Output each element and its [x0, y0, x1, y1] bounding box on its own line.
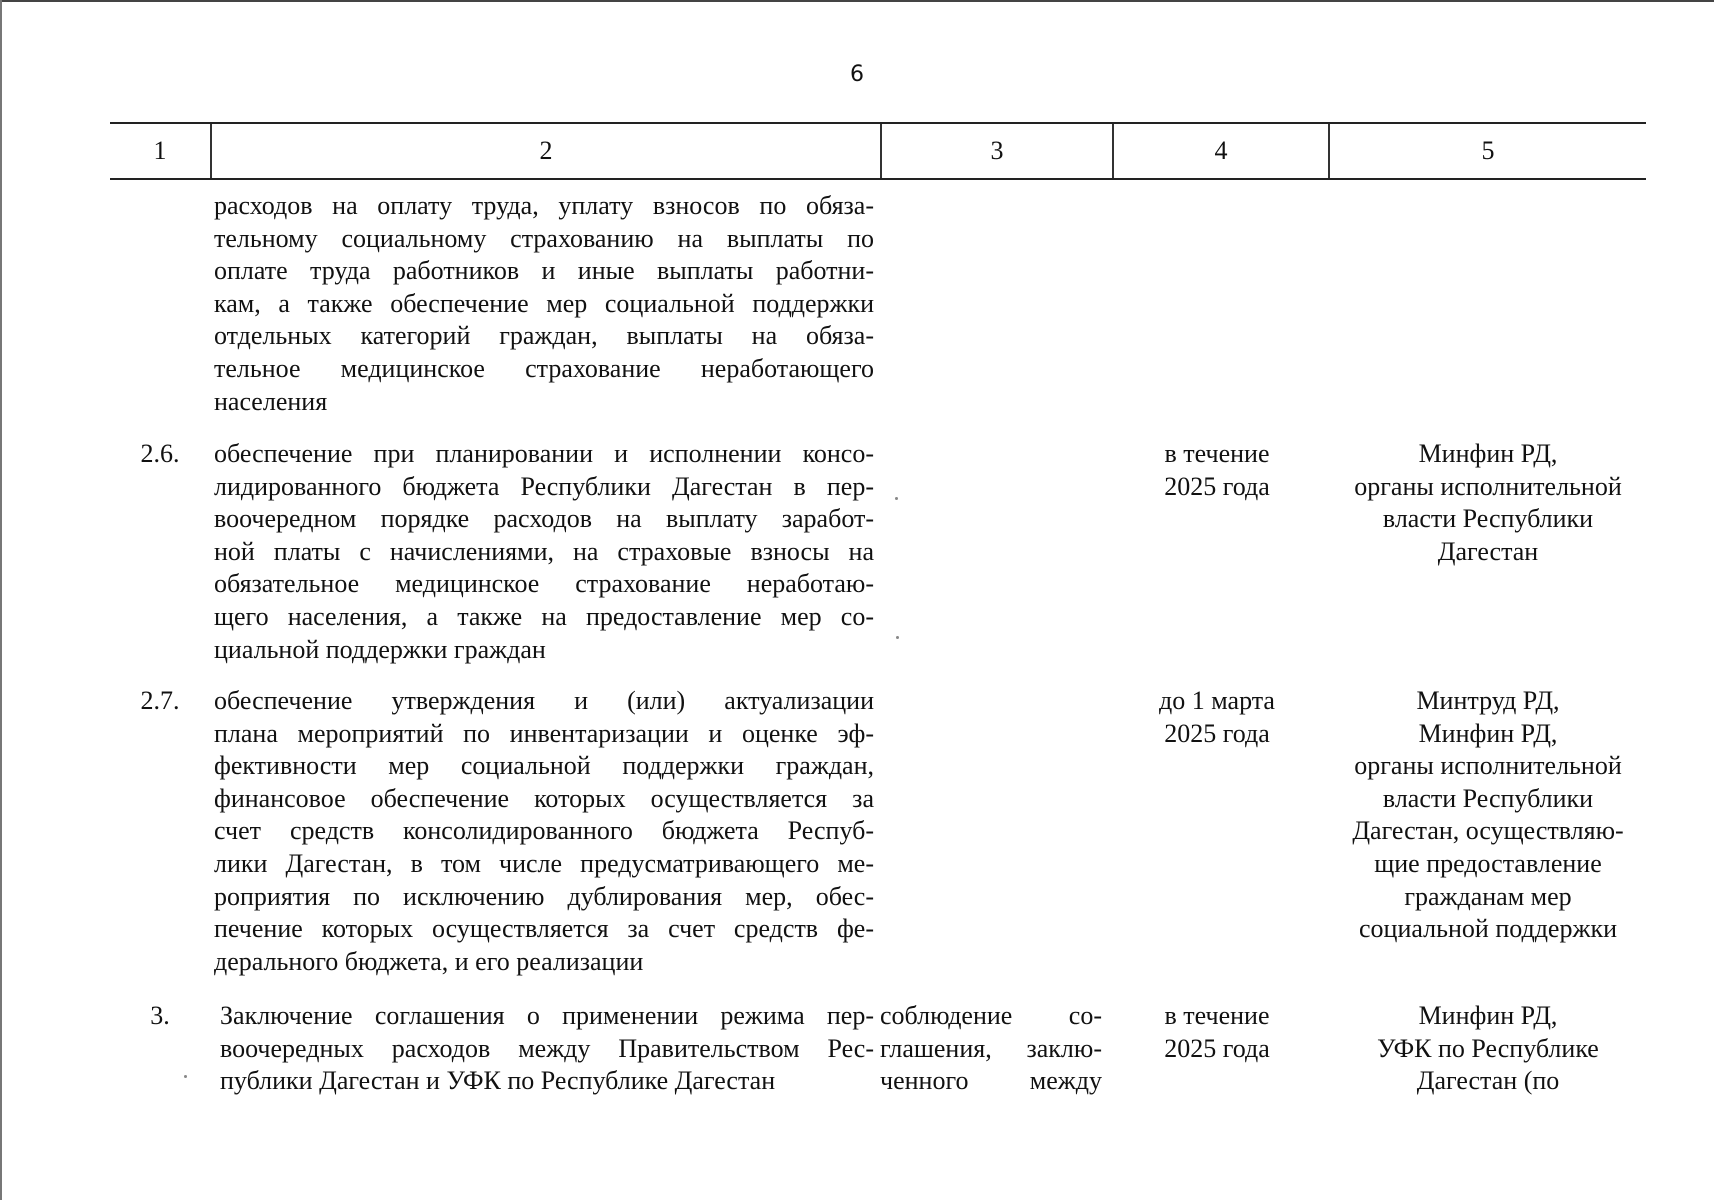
result-line: соблюдение со- — [880, 1001, 1102, 1030]
text-line: расходов на оплату труда, уплату взносов по обяза- — [214, 191, 874, 220]
item-deadline — [1112, 1000, 1322, 1065]
item-result — [880, 1000, 1102, 1098]
text-line: тельному социальному страхованию на выплаты по — [214, 223, 874, 253]
scan-speck — [896, 636, 899, 639]
scan-speck — [895, 497, 898, 500]
responsible-line: власти Республики — [1382, 504, 1594, 534]
text-line: лидированного бюджета Республики Дагестан в пер- — [214, 471, 874, 501]
header-col-2: 2 — [210, 124, 880, 178]
header-col-3: 3 — [880, 124, 1112, 178]
text-line: обязательное медицинское страхование неработаю- — [214, 569, 874, 599]
text-line: финансовое обеспечение которых осуществляется за — [214, 783, 874, 813]
responsible-line: Минфин РД, — [1418, 439, 1558, 468]
responsible-line: щие предоставление — [1374, 848, 1602, 878]
responsible-line: Дагестан, осуществляю- — [1352, 816, 1624, 846]
text-line: воочередном порядке расходов на выплату заработ- — [214, 504, 874, 534]
scan-border-top — [0, 0, 1714, 2]
item-deadline — [1112, 438, 1322, 503]
text-line: тельное медицинское страхование неработающего — [214, 353, 874, 383]
text-line: обеспечение при планировании и исполнении консо- — [214, 439, 874, 468]
page-number: 6 — [850, 62, 864, 87]
text-line: оплате труда работников и иные выплаты работни- — [214, 256, 874, 286]
item-deadline — [1112, 685, 1322, 750]
responsible-line: органы исполнительной — [1354, 751, 1622, 781]
text-line: публики Дагестан и УФК по Республике Дагестан — [220, 1066, 776, 1096]
text-line: дерального бюджета, и его реализации — [214, 946, 644, 976]
header-col-5: 5 — [1328, 124, 1646, 178]
result-line: ченного между — [880, 1066, 1102, 1096]
item-number: 2.7. — [140, 686, 180, 715]
text-line: населения — [214, 386, 328, 416]
deadline-line: 2025 года — [1164, 471, 1270, 501]
text-line: роприятия по исключению дублирования мер, обес- — [214, 881, 874, 911]
text-line: щего населения, а также на предоставление мер со- — [214, 601, 874, 631]
scan-border-left — [0, 0, 2, 1200]
text-line: лики Дагестан, в том числе предусматривающего ме- — [214, 848, 874, 878]
text-line: Заключение соглашения о применении режима пер- — [220, 1001, 874, 1030]
item-responsible — [1328, 685, 1648, 946]
deadline-line: в течение — [1164, 1001, 1270, 1030]
text-line: отдельных категорий граждан, выплаты на обяза- — [214, 321, 874, 351]
header-col-4: 4 — [1112, 124, 1328, 178]
text-line: плана мероприятий по инвентаризации и оценке эф- — [214, 718, 874, 748]
text-line: обеспечение утверждения и (или) актуализации — [214, 686, 874, 715]
text-line: кам, а также обеспечение мер социальной поддержки — [214, 288, 874, 318]
item-text — [220, 1000, 874, 1098]
item-responsible — [1328, 438, 1648, 568]
item-text — [214, 190, 874, 418]
text-line: счет средств консолидированного бюджета Респуб- — [214, 816, 874, 846]
responsible-line: власти Республики — [1382, 783, 1594, 813]
responsible-line: Минтруд РД, — [1416, 686, 1560, 715]
text-line: циальной поддержки граждан — [214, 634, 546, 664]
text-line: ной платы с начислениями, на страховые взносы на — [214, 536, 874, 566]
scan-speck — [184, 1075, 187, 1078]
text-line: печение которых осуществляется за счет средств фе- — [214, 914, 874, 944]
deadline-line: в течение — [1164, 439, 1270, 468]
text-line: фективности мер социальной поддержки граждан, — [214, 751, 874, 781]
header-col-1: 1 — [153, 136, 167, 165]
responsible-line: гражданам мер — [1404, 881, 1572, 911]
responsible-line: органы исполнительной — [1354, 471, 1622, 501]
responsible-line: Дагестан (по — [1416, 1066, 1560, 1096]
responsible-line: Дагестан — [1437, 536, 1539, 566]
responsible-line: Минфин РД, — [1418, 1001, 1558, 1030]
table-header — [110, 122, 1646, 180]
deadline-line: 2025 года — [1164, 1033, 1270, 1063]
deadline-line: 2025 года — [1164, 718, 1270, 748]
item-number: 2.6. — [140, 439, 180, 468]
responsible-line: УФК по Республике — [1377, 1033, 1599, 1063]
deadline-line: до 1 марта — [1159, 686, 1275, 715]
item-responsible — [1328, 1000, 1648, 1098]
item-text — [214, 438, 874, 666]
text-line: воочередных расходов между Правительством Рес- — [220, 1033, 874, 1063]
responsible-line: социальной поддержки — [1359, 914, 1617, 944]
item-text — [214, 685, 874, 978]
result-line: глашения, заклю- — [880, 1033, 1102, 1063]
responsible-line: Минфин РД, — [1418, 718, 1558, 748]
item-number: 3. — [150, 1001, 170, 1030]
